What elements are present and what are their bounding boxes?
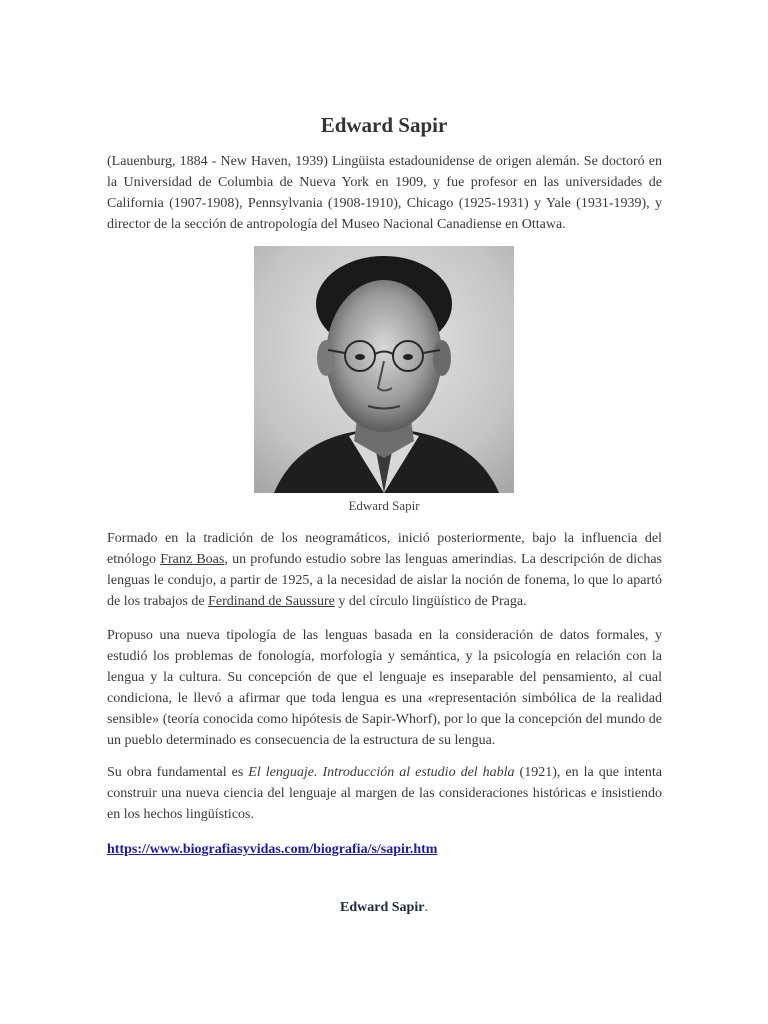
obra-paragraph — [107, 762, 662, 825]
image-caption: Edward Sapir — [348, 498, 420, 513]
intro-paragraph: (Lauenburg, 1884 - New Haven, 1939) Lingüista estadounidense de origen alemán. Se doctoró en la Universidad de Columbia de Nueva York en 1909, y fue profesor en las universidades de California (1907-1908), Pennsylvania (1908-1910), Chicago (1925-1931) y Yale (1931-1939), y director de la sección de antropología del Museo Nacional Canadiense en Ottawa. — [107, 154, 662, 232]
propuso-paragraph: Propuso una nueva tipología de las lenguas basada en la consideración de datos formales, y estudió los problemas de fonología, morfología y semántica, y la psicología en relación con la lengua y la cultura. Su concepción de que el lenguaje es inseparable del pensamiento, al cual condiciona, le llevó a afirmar que toda lengua es una «representación simbólica de la realidad sensible» (teoría conocida como hipótesis de Sapir-Whorf), por lo que la concepción del mundo de un pueblo determinado es consecuencia de la estructura de su lengua. — [107, 628, 662, 748]
source-link[interactable]: https://www.biografiasyvidas.com/biografia/s/sapir.htm — [107, 842, 438, 857]
footer-author-name — [0, 900, 768, 916]
formado-paragraph — [107, 528, 662, 612]
footer-name-text: Edward Sapir — [340, 900, 425, 915]
formado-text-2: , un profundo estudio sobre las lenguas amerindias. La descripción de dichas lenguas le condujo, a partir de 1925, a la necesidad de aislar la noción de fonema, lo que lo apartó de los trabajos de — [107, 552, 662, 609]
footer-punctuation: . — [424, 900, 428, 915]
franz-boas-link[interactable]: Franz Boas — [160, 552, 225, 567]
obra-text-1: Su obra fundamental es — [107, 765, 249, 780]
obra-text-2: (1921), en la que intenta construir una nueva ciencia del lenguaje al margen de las consideraciones históricas e insistiendo en los hechos lingüísticos. — [107, 765, 663, 822]
page-title: Edward Sapir — [320, 113, 448, 137]
portrait-photo — [254, 246, 514, 493]
book-title: El lenguaje. Introducción al estudio del habla — [248, 765, 515, 780]
formado-text-3: y del círculo lingüístico de Praga. — [334, 594, 527, 609]
ferdinand-de-saussure-link[interactable]: Ferdinand de Saussure — [208, 594, 335, 609]
formado-text-1: Formado en la tradición de los neogramáticos, inició posteriormente, bajo la influencia del etnólogo — [107, 531, 662, 567]
